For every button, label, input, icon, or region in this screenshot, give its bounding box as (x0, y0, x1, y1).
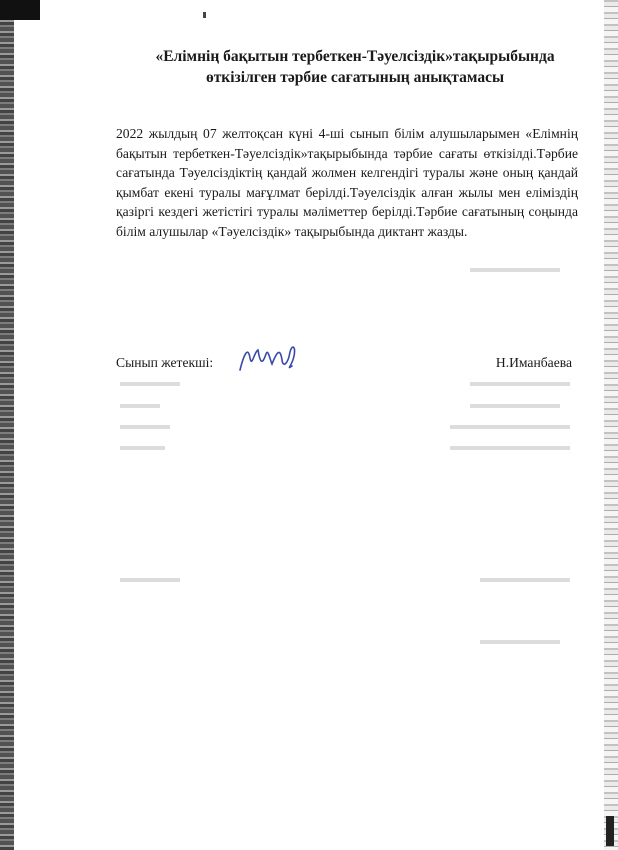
document-body (116, 124, 578, 242)
signature-label: Сынып жетекші: (116, 355, 214, 370)
ghost-line (120, 425, 170, 429)
title-line-1: «Елімнің бақытын тербеткен-Тәуелсіздік»тақырыбында (155, 48, 555, 65)
ghost-line (470, 382, 570, 386)
ghost-line (120, 382, 180, 386)
ghost-line (470, 404, 560, 408)
signature-name: Н.Иманбаева (495, 355, 572, 370)
scan-edge-left (0, 0, 14, 850)
scan-tick (203, 12, 206, 18)
signature-row (116, 355, 572, 379)
handwritten-signature (236, 340, 306, 376)
ghost-line (480, 640, 560, 644)
ghost-line (120, 446, 165, 450)
scan-edge-top-left (0, 0, 40, 20)
title-line-2: өткізілген тәрбие сағатының анықтамасы (205, 69, 505, 86)
scan-edge-right (604, 0, 618, 850)
ghost-line (120, 404, 160, 408)
ghost-line (120, 578, 180, 582)
ghost-line (480, 578, 570, 582)
ghost-line (450, 446, 570, 450)
document-title (130, 46, 580, 88)
body-paragraph: 2022 жылдың 07 желтоқсан күні 4-ші сынып білім алушыларымен «Елімнің бақытын тербеткен-Тәуелсіздік»тақырыбында тәрбие сағаты өткізілді.Тәрбие сағатында Тәуелсіздіктің қандай жолмен келгендігі туралы және оның қандай қымбат екені туралы мағұлмат берілді.Тәуелсіздік алған жылы мен еліміздің қазіргі кездегі жетістігі туралы мәліметтер берілді.Тәрбие сағатының соңында білім алушылар «Тәуелсіздік» тақырыбында диктант жазды. (116, 126, 578, 239)
ghost-line (450, 425, 570, 429)
ghost-line (470, 268, 560, 272)
scan-mark-bottom-right (606, 816, 614, 846)
